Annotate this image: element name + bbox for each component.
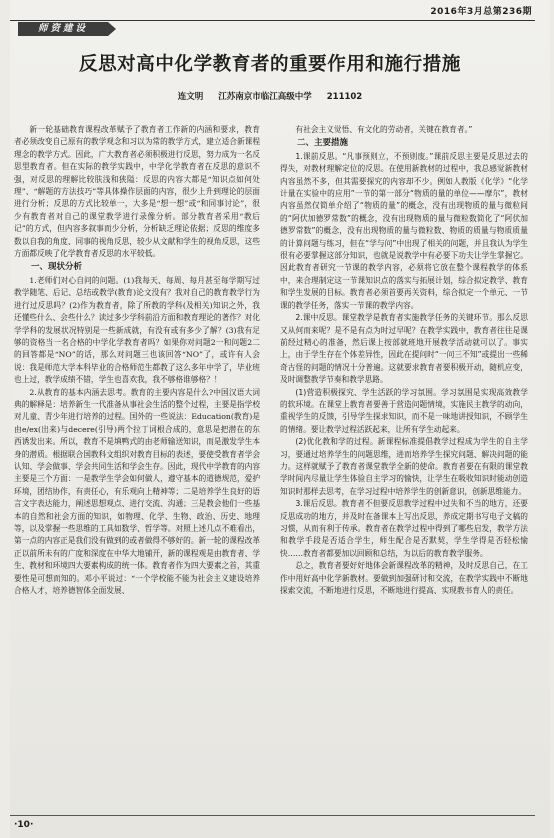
section-heading: 一、现状分析 <box>31 262 83 273</box>
article-title: 反思对高中化学教育者的重要作用和施行措施 <box>78 54 461 75</box>
paragraph: 3.课后反思。教育者不但要反思教学过程中过失和不当的地方，还要反思成功的地方，并及时在备课本上写出反思，养成定期书写电子文稿的习惯，从而有利于传承。教育者在教学过程中得到了哪些启发，教学方法和教学手段是否适合学生，师生配合是否默契，学生学得是否轻松愉快……教育者都要加以回顾和总结，为以后的教育教学服务。 <box>280 499 528 558</box>
paragraph: (1)营造积极探究、学生活跃的学习氛围。学习氛围是实现高效教学的软环境。在课堂上教育者要善于营造问题情境，实施民主教学的动向，重视学生的反馈，引导学生探求知识，而不是一味地讲授知识，不顾学生的情绪。要让教学过程活跃起来，让所有学生动起来。 <box>280 387 528 434</box>
left-column <box>14 124 260 814</box>
author-line <box>0 90 540 102</box>
section-heading: 二、主要措施 <box>297 138 349 149</box>
issue-label: 2016年3月总第236期 <box>430 7 532 17</box>
paragraph: 有社会主义觉悟、有文化的劳动者，关键在教育者。” <box>295 125 473 134</box>
paragraph: (2)优化教和学的过程。新课程标准提倡教学过程成为学生的自主学习，要通过培养学生的问题思维，进而培养学生探究问题、解决问题的能力。这样就赋予了教育者课堂教学全新的使命。教育者要在有限的课堂教学时间内尽量让学生体验自主学习的愉快，让学生在吸收知识时能动创造知识时那样去思考，在学习过程中培养学生的创新意识，创新思维能力。 <box>280 437 528 496</box>
paragraph: 1.老师们对心自问的问题。(1)我每天、每周、每月甚至每学期写过教学随笔、后记、总结或教学(教育)论文没有？我对自己的教育教学行为进行过反思吗？(2)作为教育者，除了所教的学科(及相关)知识之外，我还懂些什么、会些什么？读过多少学科前沿方面和教育理论的著作？对化学学科的发展状况特别是一些新成就，有没有或有多少了解？(3)我有足够的资格当一名合格的中学化学教育者吗？如果你对问题2一和问题2二的回答都是“NO”的话，那么对问题三也该回答“NO”了，或许有人会说：我是师范大学本科毕业的合格师范生都教了这么多年中学了，毕业班也上过，教学成绩不错，学生也喜欢我，我不够格谁够格？！ <box>14 275 260 385</box>
author-postcode: 211102 <box>326 92 363 102</box>
paragraph: 1.课前反思。“凡事预则立，不预则废。”课前反思主要是反思过去的得失，对教材理解定位的反思。在使用新教材的过程中，我总感觉新教材内容虽然不多，但其需要探究的内容却不少。例如人教版《化学》“化学计量在实验中的应用”一节的第一部分“物质的量的单位——摩尔”，教材内容虽然仅简单介绍了“物质的量”的概念，没有出现物质的量与微粒间的“阿伏加德罗常数”的概念，没有出现物质的量与微粒数简化了“阿伏加德罗常数”的概念，没有出现物质的量与微粒数、物质的质量与物质质量的计算问题与练习，但在“学与问”中出现了相关的问题，并且我认为学生很有必要掌握这部分知识，也就是说教学中有必要下功夫让学生掌握它。因此教育者研究一节课的教学内容，必须将它放在整个课程教学的体系中，来合理制定这一节课知识点的落实与拓展计划，综合拟定教学、教育和学生发展的目标。教育者必须首要再关资料，综合拟定一个单元、一节课的教学任务，落实一节课的教学内容。 <box>280 151 528 310</box>
author-name: 连文明 <box>177 92 204 102</box>
right-column <box>280 124 528 814</box>
header-rule <box>10 20 535 21</box>
section-tag: 师资建设 <box>18 22 108 36</box>
footer-rule <box>10 815 535 816</box>
paragraph: 2.从教育的基本内涵去思考。教育的主要内容是什么?中国汉语大词典的解释是：培养新生一代准备从事社会生活的整个过程，主要是指学校对儿童、青少年进行培养的过程。国外的一些说法：Education(教育)是由e/ex(出来)与decere(引导)两个拉丁词根合成的，意思是把潜在的东西诱发出来。所以，教育不是填鸭式的由老师输送知识，而是激发学生本身的潜质。根据联合国教科文组织对教育目标的表述，要使受教育者学会认知、学会做事、学会共同生活和学会生存。因此，现代中学教育的内容主要是三个方面：一是教学生学会如何做人，遵守基本的道德规范，爱护环境，团结协作，有责任心，有乐观向上精神等；二是培养学生良好的语言文字表达能力，阐述思想观点、进行交流、沟通；三是教会他们一些基本的自然和社会方面的知识，如物理、化学、生物、政治、历史、地理等，以及掌握一些思维的工具如数学、哲学等。对照上述几点不难看出，第一点的内容正是我们没有做到的或者做得不够好的。新一轮的课程改革正以前所未有的广度和深度在中华大地铺开，新的课程观是由教育者、学生、教材和环境四大要素构成的统一体。教育者作为四大要素之首，其重要性是可想而知的。邓小平说过：“一个学校能不能为社会主义建设培养合格人才，培养德智体全面发展、 <box>14 387 260 596</box>
paragraph: 2.课中反思。课堂教学是教育者实施教学任务的关键环节。那么反思又从何而来呢？是不是有点为时过早呢？在教学实践中，教育者往往是课前经过精心的准备，然后课上按部就班地开展教学活动就可以了。事实上，由于学生存在个体差异性，因此在提问时“一问三不知”或提出一些稀奇古怪的问题的情况十分普遍。这就要求教育者要积极开动，随机应变，及时调整教学节奏和教学思路。 <box>280 313 528 385</box>
paragraph: 总之，教育者要好好地体会新课程改革的精神，及时反思自己，在工作中用好高中化学新教材。要做到加强研讨和交流，在教学实践中不断地探索交流，不断地进行反思，不断地进行提高、实现教书育人的责任。 <box>280 561 528 596</box>
page-number: ·10· <box>14 820 34 830</box>
author-affiliation: 江苏南京市临江高级中学 <box>218 92 312 102</box>
paragraph: 新一轮基础教育课程改革赋予了教育者工作新的内涵和要求，教育者必须改变自己原有的教学观念和习以为常的教学方式，建立适合新课程理念的教学方式。因此，广大教育者必须积极进行反思，努力成为一名反思型教育者。但在实际的教学实践中，中学化学教育者在反思的意识不强，对反思的理解比较肤浅和狭隘：反思的内容大都是“知识点如何处理”、“解题的方法技巧”等具体操作层面的内容，很少上升到理论的层面进行分析；反思的方式比较单一，大多是“想一想”或“和同事讨论”，很少有教育者对自己的课堂教学进行录像分析。部分教育者采用“教后记”的方式，但内容多叙事而少分析，分析缺乏理论依据；反思的维度多数以自我的角度、同事的视角反思，较少从文献和学生的视角反思，这些方面都反映了化学教育者反思的水平较低。 <box>14 125 260 259</box>
